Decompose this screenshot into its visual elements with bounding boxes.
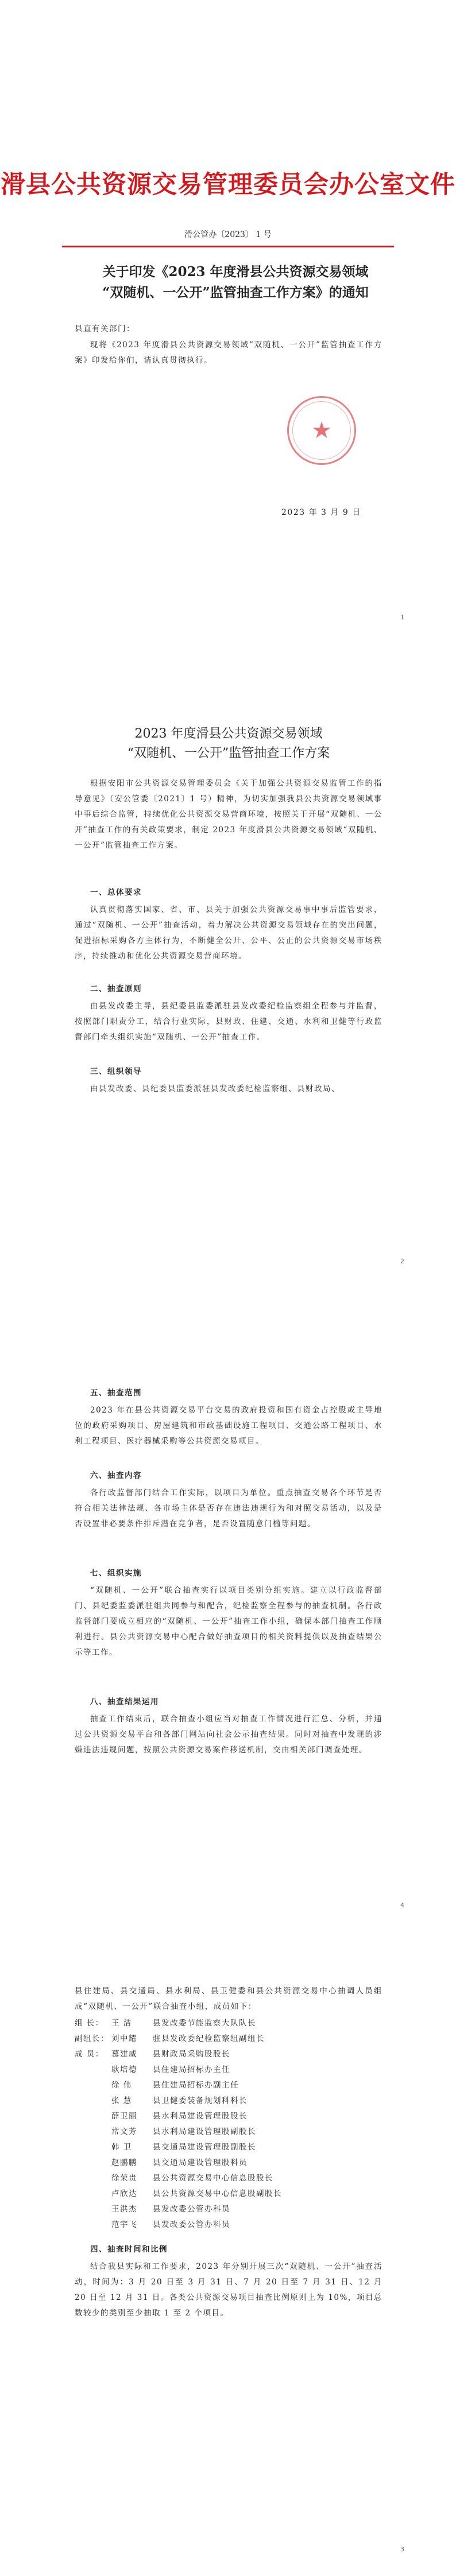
section-6-body: 各行政监督部门结合工作实际，以项目为单位。重点抽查交易各个环节是否符合相关法律法规、各市场主体是否存在违法违规行为和对照交易活动，以及是否设置非必要条件排斥潜在竞争者，是否设置随意门槛等问题。: [75, 1488, 382, 1528]
section-4-body: 结合我县实际和工作要求，2023 年分别开展三次“双随机、一公开”抽查活动，时间为：3 月 20 日至 3 月 31 日、7 月 20 日至 7 月 31 日、12 月 20 日至 12 月 31 日。各类公共资源交易项目抽查比例原则上为 10%，项目总数较少的类别至少抽取 1 至 2 个项目。: [75, 2262, 382, 2318]
roster-row: [75, 2078, 382, 2093]
document-number: 滑公管办〔2023〕 1 号: [184, 230, 272, 239]
roster-row: [75, 2016, 382, 2031]
page-number: 1: [400, 614, 404, 621]
roster-post: 县卫健委装备规划科科长: [153, 2096, 248, 2105]
roster-row: [75, 2124, 382, 2140]
section-8-heading: 八、抽查结果运用: [90, 1697, 159, 1706]
roster-name: 卢欣达: [111, 2189, 137, 2198]
page-1: [0, 0, 456, 644]
section-7-body: “双随机、一公开”联合抽查实行以项目类别分组实施。建立以行政监督部门、县纪委监委派驻组共同参与和配合，纪检监察全程参与的抽查机制。各行政监督部门要成立相应的“双随机、一公开”抽查工作小组，确保本部门抽查工作顺利进行。县公共资源交易中心配合做好抽查项目的相关资料提供以及抽查结果公示等工作。: [75, 1586, 382, 1657]
roster-post: 县财政局采购股股长: [153, 2050, 230, 2059]
roster-row: [75, 2093, 382, 2109]
roster-post: 县公共资源交易中心信息股副股长: [153, 2189, 282, 2198]
roster-list: [75, 2016, 382, 2233]
section-5-body: 2023 年在县公共资源交易平台交易的政府投资和国有资金占控股或主导地位的政府采购项目、房屋建筑和市政基础设施工程项目、交通公路工程项目、水利工程项目、医疗器械采购等公共资源交易项目。: [75, 1406, 382, 1446]
roster-post: 县发改委公管办科员: [153, 2205, 230, 2214]
roster-name: 慕建威: [111, 2050, 137, 2059]
roster-lead: 县住建局、县交通局、县水利局、县卫健委和县公共资源交易中心抽调人员组成“双随机、一公开”联合抽查小组，成员如下：: [75, 1987, 382, 2011]
section-5-heading: 五、抽查范围: [90, 1388, 142, 1398]
seal-star-icon: ★: [311, 417, 332, 444]
roster-row: [75, 2217, 382, 2233]
plan-title: [75, 724, 382, 763]
official-seal-icon: [287, 396, 356, 465]
roster-post: 县交通局建设管理股科员: [153, 2158, 248, 2167]
page-4: [0, 1932, 456, 2576]
plan-title-line-2: “双随机、一公开”监管抽查工作方案: [127, 746, 330, 761]
roster-name: 王 洁: [111, 2019, 132, 2028]
plan-title-line-1: 2023 年度滑县公共资源交易领域: [134, 727, 323, 741]
section-4-heading: 四、抽查时间和比例: [90, 2245, 168, 2254]
roster-post: 驻县发改委纪检监察组副组长: [153, 2034, 265, 2043]
roster-name: 徐荣贵: [111, 2174, 137, 2183]
roster-post: 县水利局建设管理股股长: [153, 2112, 248, 2121]
leader-role-label: 组 长：: [75, 2019, 104, 2028]
roster-row: [75, 2109, 382, 2124]
section-1-heading: 一、总体要求: [90, 888, 142, 897]
roster-name: 范宇飞: [111, 2220, 137, 2229]
section-3-body: 由县发改委、县纪委县监委派驻县发改委纪检监察组、县财政局、: [90, 1084, 340, 1093]
notice-body: 现将《2023 年度滑县公共资源交易领域“双随机、一公开”监管抽查工作方案》印发给你们，请认真贯彻执行。: [75, 340, 382, 365]
roster-row: [75, 2031, 382, 2047]
plan-intro: 根据安阳市公共资源交易管理委员会《关于加强公共资源交易监管工作的指导意见》（安公管委〔2021〕1 号）精神，为切实加强我县公共资源交易领域事中事后综合监管，持续优化公共资源交易营商环境，按照关于开展“双随机、一公开”抽查工作的有关政策要求，制定 2023 年度滑县公共资源交易领域“双随机、一公开”监管抽查工作方案。: [75, 779, 382, 850]
issue-date: 2023 年 3 月 9 日: [281, 508, 361, 517]
roster-name: 王洪杰: [111, 2205, 137, 2214]
section-2-body: 由县发改委主导，县纪委县监委派驻县发改委纪检监察组全程参与并监督，按照部门职责分工，结合行业实际，县财政、住建、交通、水利和卫健等行政监督部门牵头组织实施“双随机、一公开”抽查工作。: [75, 1002, 382, 1042]
document-header: 滑县公共资源交易管理委员会办公室文件: [1, 170, 455, 199]
section-6-heading: 六、抽查内容: [90, 1471, 142, 1480]
roster-post: 县水利局建设管理股副股长: [153, 2127, 256, 2136]
page-number: 2: [400, 1258, 404, 1265]
page-2: [0, 644, 456, 1288]
roster-name: 常文芳: [111, 2127, 137, 2136]
page-3: [0, 1288, 456, 1932]
red-divider: [62, 246, 394, 247]
roster-name: 赵鹏鹏: [111, 2158, 137, 2167]
roster-row: [75, 2047, 382, 2062]
roster-name: 刘中耀: [111, 2034, 137, 2043]
roster-row: [75, 2202, 382, 2217]
deputy-role-label: 副组长：: [75, 2034, 109, 2043]
roster-post: 县发改委节能监察大队队长: [153, 2019, 256, 2028]
roster-post: 县公共资源交易中心信息股股长: [153, 2174, 273, 2183]
page-number: 3: [400, 2546, 404, 2553]
section-8-body: 抽查工作结束后，联合抽查小组应当对抽查工作情况进行汇总、分析，并通过公共资源交易平台和各部门网站向社会公示抽查结果。同时对抽查中发现的涉嫌违法违规问题，按照公共资源交易案件移送机制，交由相关部门调查处理。: [75, 1714, 382, 1755]
section-7-heading: 七、组织实施: [90, 1569, 142, 1578]
roster-name: 徐 伟: [111, 2081, 132, 2090]
roster-post: 县住建局招标办主任: [153, 2065, 230, 2074]
roster-name: 韩 卫: [111, 2143, 132, 2152]
roster-post: 县交通局建设管理股副股长: [153, 2143, 256, 2152]
page-number: 4: [400, 1902, 404, 1909]
salutation: 县直有关部门：: [75, 324, 135, 333]
roster-name: 耿培德: [111, 2065, 137, 2074]
roster-row: [75, 2171, 382, 2186]
section-3-heading: 三、组织领导: [90, 1067, 142, 1076]
notice-title-line-1: 关于印发《2023 年度滑县公共资源交易领域: [102, 264, 369, 280]
roster-row: [75, 2186, 382, 2202]
member-role-label: 成 员：: [75, 2050, 104, 2059]
notice-title: [75, 262, 396, 303]
roster-name: 薛卫丽: [111, 2112, 137, 2121]
roster-post: 县住建局招标办副主任: [153, 2081, 239, 2090]
notice-title-line-2: “双随机、一公开”监管抽查工作方案》的通知: [102, 285, 369, 300]
roster-row: [75, 2140, 382, 2155]
roster-name: 张 慧: [111, 2096, 132, 2105]
section-1-body: 认真贯彻落实国家、省、市、县关于加强公共资源交易事中事后监管要求，通过“双随机、一公开”抽查活动，着力解决公共资源交易领域存在的突出问题，促进招标采购各方主体行为，不断健全公开、公平、公正的公共资源交易市场秩序，持续推动和优化公共资源交易营商环境。: [75, 905, 382, 961]
section-2-heading: 二、抽查原则: [90, 984, 142, 994]
roster-row: [75, 2062, 382, 2078]
roster-post: 县发改委公管办科员: [153, 2220, 230, 2229]
roster-row: [75, 2155, 382, 2171]
